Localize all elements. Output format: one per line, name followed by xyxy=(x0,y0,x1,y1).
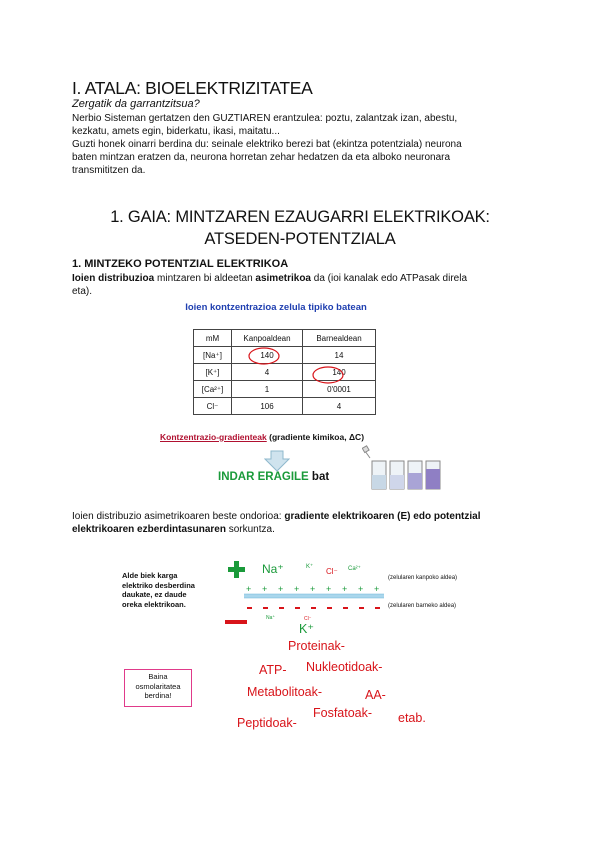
table-cell: 4 xyxy=(303,398,376,415)
plus-icon xyxy=(228,561,245,578)
distribution-bold-1: gradiente elektrikoaren (E) edo potentzial xyxy=(284,511,481,522)
svg-text:+: + xyxy=(278,584,284,594)
table-cell: 14 xyxy=(303,347,376,364)
intro-line-3: Guzti honek oinarri berdina du: seinale elektriko berezi bat (ekintza potentziala) neurona xyxy=(72,139,462,150)
svg-text:+: + xyxy=(358,584,364,594)
na-ion-outside: Na⁺ xyxy=(262,562,284,576)
section-end: da (ioi kanalak edo ATPasak direla xyxy=(311,273,468,284)
na-ion-inside: Na⁺ xyxy=(266,615,276,621)
note-line: Alde biek karga xyxy=(122,571,178,580)
table-header-cell: Kanpoaldean xyxy=(232,330,303,347)
section-bold-1: Ioien distribuzioa xyxy=(72,273,155,284)
inside-label: (zelularen barneko aldea) xyxy=(388,603,457,609)
anion-etc: etab. xyxy=(398,711,426,725)
osmo-line: berdina! xyxy=(144,691,172,700)
gradient-label-red: Kontzentrazio-gradienteak xyxy=(160,432,267,442)
chapter-title-line-2: ATSEDEN-POTENTZIALA xyxy=(204,230,396,248)
k-ion-outside: K⁺ xyxy=(306,564,314,570)
table-cell: 1 xyxy=(232,381,303,398)
svg-text:+: + xyxy=(262,584,268,594)
anion-atp: ATP- xyxy=(259,663,287,677)
positive-charges xyxy=(246,584,379,594)
anion-aa: AA- xyxy=(365,688,386,702)
table-cell: 4 xyxy=(232,364,303,381)
anion-proteins: Proteinak- xyxy=(288,639,345,653)
intro-line-5: transmititzen da. xyxy=(72,165,146,176)
svg-text:+: + xyxy=(342,584,348,594)
svg-text:+: + xyxy=(326,584,332,594)
table-cell: Cl⁻ xyxy=(194,398,232,415)
distribution-end: sorkuntza. xyxy=(225,524,275,535)
table-cell: 140 xyxy=(232,347,303,364)
anion-nucleotides: Nukleotidoak- xyxy=(306,660,383,674)
intro-line-1: Nerbio Sisteman gertatzen den GUZTIAREN erantzulea: poztu, zalantzak izan, abestu, xyxy=(72,113,458,124)
note-line: elektriko desberdina xyxy=(122,580,195,590)
svg-text:+: + xyxy=(310,584,316,594)
svg-text:+: + xyxy=(246,584,252,594)
table-caption: Ioien kontzentrazioa zelula tipiko batean xyxy=(185,302,367,313)
ca-ion-outside: Ca²⁺ xyxy=(348,566,361,572)
section-heading: 1. MINTZEKO POTENTZIAL ELEKTRIKOA xyxy=(72,258,289,270)
driving-force-rest: bat xyxy=(308,471,330,483)
k-ion-inside: K⁺ xyxy=(299,622,314,636)
section-line-2: eta). xyxy=(72,286,93,297)
table-cell: [Ca²⁺] xyxy=(194,381,232,398)
svg-text:+: + xyxy=(294,584,300,594)
svg-text:+: + xyxy=(374,584,380,594)
minus-icon xyxy=(225,620,247,624)
intro-line-4: baten mintzan eratzen da, neurona horretan zehar hedatzen da eta alboko neuronara xyxy=(72,152,451,163)
note-line: oreka elektrikoan. xyxy=(122,599,186,609)
subtitle: Zergatik da garrantzitsua? xyxy=(72,98,200,110)
table-cell: [K⁺] xyxy=(194,364,232,381)
osmolarity-box xyxy=(124,669,192,707)
table-cell: 140 xyxy=(303,364,376,381)
table-cell: [Na⁺] xyxy=(194,347,232,364)
table-cell: 106 xyxy=(232,398,303,415)
osmo-line: Baina xyxy=(148,672,168,681)
driving-force-green: INDAR ERAGILE xyxy=(218,471,309,483)
part-title: I. ATALA: BIOELEKTRIZITATEA xyxy=(72,78,313,98)
outside-label: (zelularen kanpoko aldea) xyxy=(388,575,458,581)
gradient-label-suffix: (gradiente kimikoa, ΔC) xyxy=(266,432,365,442)
note-line: daukate, ez daude xyxy=(122,590,187,599)
anion-phosphates: Fosfatoak- xyxy=(313,706,373,720)
distribution-bold-2: elektrikoaren ezberdintasunaren xyxy=(72,524,226,535)
table-header-cell: mM xyxy=(194,330,232,347)
table-cell: 0'0001 xyxy=(303,381,376,398)
cl-ion-outside: Cl⁻ xyxy=(326,567,338,576)
distribution-start: Ioien distribuzio asimetrikoaren beste ondorioa: xyxy=(72,511,285,522)
membrane xyxy=(244,594,384,598)
intro-line-2: kezkatu, amets egin, biderkatu, ikasi, maitatu... xyxy=(72,126,280,137)
osmo-line: osmolaritatea xyxy=(135,681,181,691)
cl-ion-inside: Cl⁻ xyxy=(304,616,312,622)
table-header-cell: Barnealdean xyxy=(303,330,376,347)
section-mid: mintzaren bi aldeetan xyxy=(154,273,256,284)
chapter-title-line-1: 1. GAIA: MINTZAREN EZAUGARRI ELEKTRIKOAK: xyxy=(110,208,490,226)
anion-metabolites: Metabolitoak- xyxy=(247,685,323,699)
negative-charges xyxy=(247,607,380,609)
section-bold-2: asimetrikoa xyxy=(255,273,311,284)
anion-peptides: Peptidoak- xyxy=(237,716,297,730)
